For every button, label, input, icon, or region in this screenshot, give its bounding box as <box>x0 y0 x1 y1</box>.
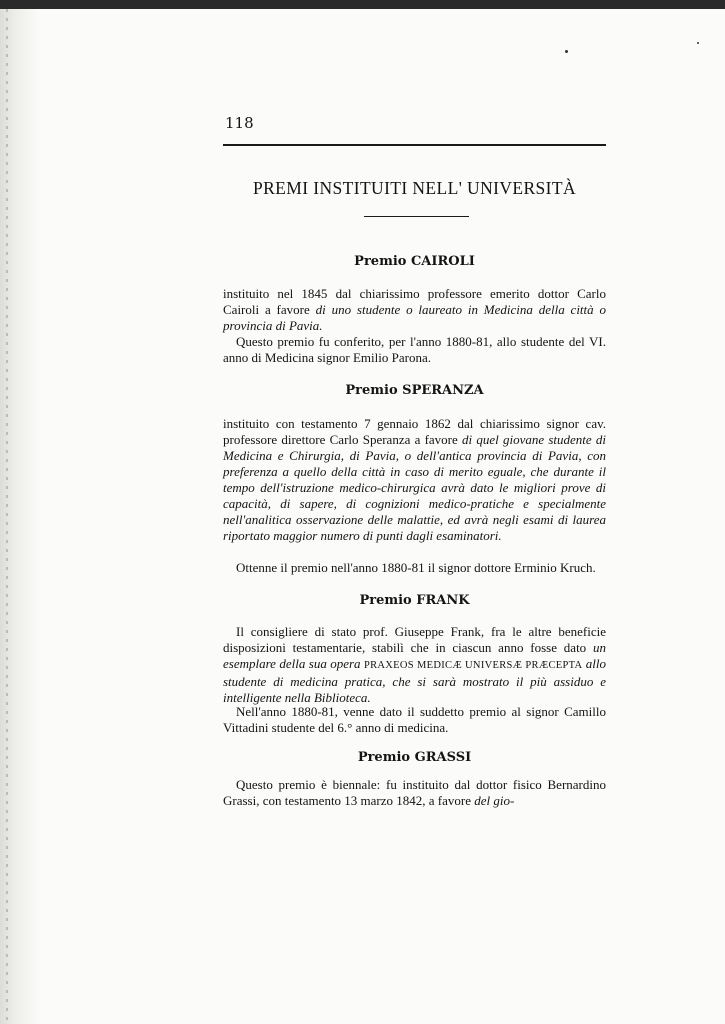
paragraph-speranza-1: instituito con testamento 7 gennaio 1862 dal chiarissimo signor cav. professore direttore Carlo Speranza a favore di quel giovane studente di Medicina e Chirurgia, di Pavia, o dell'antica provincia di Pavia, con preferenza a quello della città in caso di merito eguale, che durante il tempo dell'istruzione medico-chirurgica avrà dato le migliori prove di capacità, di sapere, di cognizioni medico-pratiche e specialmente nell'analitica osservazione delle malattie, ed avrà negli esami di laurea riportato maggior numero di punti dagli esaminatori. <box>223 416 606 543</box>
paragraph-cairoli-1: instituito nel 1845 dal chiarissimo professore emerito dottor Carlo Cairoli a favore di uno studente o laureato in Medicina della città o provincia di Pavia. <box>223 286 607 333</box>
paragraph-frank-1: Il consigliere di stato prof. Giuseppe Frank, fra le altre beneficie disposizioni testamentarie, stabilì che in ciascun anno fosse dato un esemplare della sua opera PRAXEOS MEDICÆ UNIVERSÆ PRÆCEPTA allo studente di medicina pratica, che si sarà mostrato il più assiduo e intelligente nella Biblioteca. <box>223 624 607 705</box>
header-rule <box>223 144 606 146</box>
paragraph-speranza-2: Ottenne il premio nell'anno 1880-81 il signor dottore Erminio Kruch. <box>236 560 596 575</box>
speck <box>697 42 699 44</box>
section-heading-speranza: Premio SPERANZA <box>345 383 484 398</box>
section-heading-grassi: Premio GRASSI <box>357 750 472 765</box>
page-number: 118 <box>225 114 254 132</box>
paragraph-cairoli-2: Questo premio fu conferito, per l'anno 1880-81, allo studente del VI. anno di Medicina signor Emilio Parona. <box>223 334 606 365</box>
speck <box>565 50 568 53</box>
page-title: PREMI INSTITUITI NELL' UNIVERSITÀ <box>252 178 577 198</box>
section-heading-frank: Premio FRANK <box>359 593 470 608</box>
scan-top-border <box>0 0 725 9</box>
binding-edge <box>0 9 40 1024</box>
title-rule <box>364 216 469 217</box>
paragraph-frank-2: Nell'anno 1880-81, venne dato il suddetto premio al signor Camillo Vittadini studente del 6.° anno di medicina. <box>223 704 606 735</box>
section-heading-cairoli: Premio CAIROLI <box>354 254 475 269</box>
paragraph-grassi-1: Questo premio è biennale: fu instituito dal dottor fisico Bernardino Grassi, con testamento 13 marzo 1842, a favore del gio- <box>223 777 606 808</box>
